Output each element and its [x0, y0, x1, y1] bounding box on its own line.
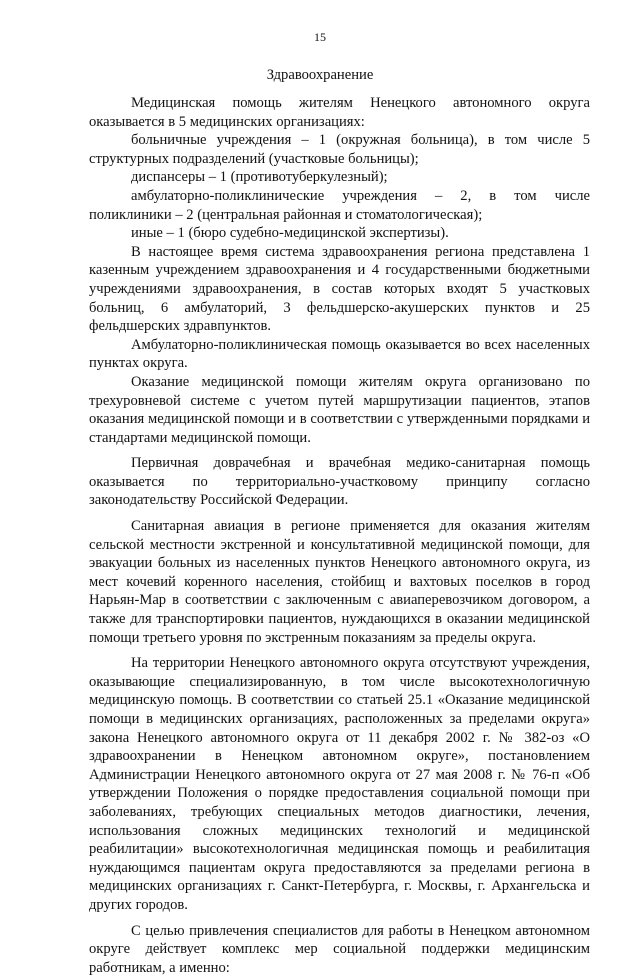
- paragraph: Оказание медицинской помощи жителям округа организовано по трехуровневой системе с учетом путей маршрутизации пациентов, этапов оказания медицинской помощи и в соответствии с утвержденными порядками и стандартами медицинской помощи.: [89, 373, 590, 446]
- paragraph: С целью привлечения специалистов для работы в Ненецком автономном округе действует комплекс мер социальной поддержки медицинским работникам, а именно:: [89, 922, 590, 976]
- paragraph: Медицинская помощь жителям Ненецкого автономного округа оказывается в 5 медицинских организациях:: [89, 95, 590, 130]
- paragraph: Первичная доврачебная и врачебная медико-санитарная помощь оказывается по территориально-участковому принципу согласно законодательству Российской Федерации.: [89, 455, 590, 509]
- paragraph: Санитарная авиация в регионе применяется для оказания жителям сельской местности экстренной и консультативной медицинской помощи, для эвакуации больных из населенных пунктов Ненецкого автономного округа, из мест кочевий коренного населения, стойбищ и вахтовых поселков в город Нарьян-Мар в соответствии с заключенным с авиаперевозчиком договором, а также для транспортировки пациентов, нуждающихся в оказании медицинской помощи третьего уровня по экстренным показаниям за пределы округа.: [89, 518, 590, 646]
- list-item: больничные учреждения – 1 (окружная больница), в том числе 5 структурных подразделений (участковые больницы);: [89, 132, 590, 167]
- paragraph: На территории Ненецкого автономного округа отсутствуют учреждения, оказывающие специализированную, в том числе высокотехнологичную медицинскую помощь. В соответствии со статьей 25.1 «Оказание медицинской помощи в медицинских организациях, расположенных за пределами округа» закона Ненецкого автономного округа от 11 декабря 2002 г. № 382-оз «О здравоохранении в Ненецком автономном округе», постановлением Администрации Ненецкого автономного округа от 27 мая 2008 г. № 76-п «Об утверждении Положения о порядке предоставления социальной помощи при заболеваниях, требующих специальных методов диагностики, лечения, использования сложных медицинских технологий и медицинской реабилитации» высокотехнологичная медицинская помощь и реабилитация нуждающимся пациентам округа предоставляются за пределами региона в медицинских организациях г. Санкт-Петербурга, г. Москвы, г. Архангельска и других городов.: [89, 655, 590, 913]
- section-heading: Здравоохранение: [266, 67, 374, 83]
- paragraph: Амбулаторно-поликлиническая помощь оказывается во всех населенных пунктах округа.: [89, 336, 590, 372]
- page-number: 15: [314, 30, 326, 44]
- body-text: [89, 94, 590, 977]
- list-item: диспансеры – 1 (противотуберкулезный);: [131, 169, 388, 186]
- paragraph: В настоящее время система здравоохранения региона представлена 1 казенным учреждением здравоохранения и 4 государственными бюджетными учреждениями здравоохранения, в состав которых входят 5 участковых больниц, 6 амбулаторий, 3 фельдшерско-акушерских пунктов и 25 фельдшерских здравпунктов.: [89, 243, 590, 335]
- list-item: амбулаторно-поликлинические учреждения – 2, в том числе поликлиники – 2 (центральная районная и стоматологическая);: [89, 187, 590, 223]
- list-item: иные – 1 (бюро судебно-медицинской экспертизы).: [131, 225, 449, 242]
